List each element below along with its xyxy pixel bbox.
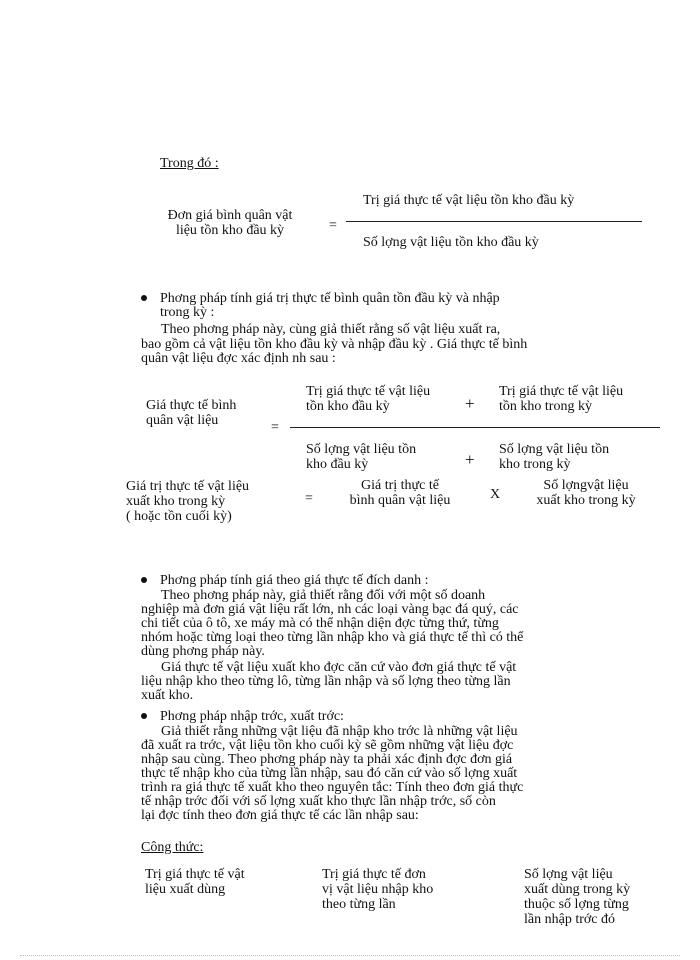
f2-num-b-line1: Trị giá thực tế vật liệu [499, 384, 624, 399]
m4-para-line1: Giả thiết rằng những vật liệu đã nhập kho trớc là những vật liệu [161, 724, 518, 739]
m2-bullet-line2: trong kỳ : [160, 305, 215, 320]
f2-num-a [306, 384, 430, 414]
f4-col1 [145, 867, 245, 897]
m2-bullet-line1: Phơng pháp tính giá trị thực tế bình quân tồn đầu kỳ và nhập [160, 291, 500, 306]
f2-num-a-line1: Trị giá thực tế vật liệu [306, 384, 431, 399]
f4-col1-line2: liệu xuất dùng [145, 882, 226, 897]
f1-lhs [150, 208, 310, 238]
f2-num-b-line2: tồn kho trong kỳ [499, 399, 592, 414]
f2-den-a-line1: Số lợng vật liệu tồn [306, 442, 417, 457]
f3-equals: = [305, 491, 313, 506]
bullet-dot [141, 577, 147, 583]
f4-col3-line3: thuộc số lợng từng [524, 897, 629, 912]
m3-p1-line4: nhóm hoặc từng loại theo từng lần nhập kho và giá thực tế thì có thể [141, 630, 524, 645]
m4-para-line2: đã xuất ra trớc, vật liệu tồn kho cuối kỳ sẽ gồm những vật liệu đợc [141, 738, 514, 753]
f1-denominator: Số lợng vật liệu tồn kho đầu kỳ [363, 235, 539, 250]
bullet-dot [141, 295, 147, 301]
f2-fraction-line [290, 427, 660, 428]
m3-p2-line3: xuất kho. [141, 688, 194, 703]
m3-bullet-line: Phơng pháp tính giá theo giá thực tế đích danh : [160, 573, 429, 588]
f2-num-b [499, 384, 623, 414]
f2-lhs-line1: Giá thực tế bình [146, 398, 237, 413]
f4-col3-line4: lần nhập trớc đó [524, 912, 615, 927]
f1-lhs-line2: liệu tồn kho đầu kỳ [175, 223, 285, 238]
m4-bullet-line: Phơng pháp nhập trớc, xuất trớc: [160, 709, 344, 724]
f3-mid-line1: Giá trị thực tế [361, 478, 439, 493]
f2-lhs-line2: quân vật liệu [146, 413, 219, 428]
f3-lhs-line1: Giá trị thực tế vật liệu [126, 479, 250, 494]
page-bottom-divider [20, 955, 680, 956]
f2-plus-top: + [465, 394, 475, 413]
f1-lhs-line1: Đơn giá bình quân vật [167, 208, 293, 223]
m3-p2-line1: Giá thực tế vật liệu xuất kho đợc căn cứ vào đơn giá thực tế vật [161, 660, 517, 675]
f4-col2-line2: vị vật liệu nhập kho [322, 882, 434, 897]
f4-col2 [322, 867, 433, 912]
f3-mid [330, 478, 470, 508]
f3-rhs-line1: Số lợngvật liệu [543, 478, 629, 493]
f2-den-b-line1: Số lợng vật liệu tồn [499, 442, 610, 457]
m3-p1-line3: chi tiết của ô tô, xe máy mà có thể nhận diện đợc từng thứ, từng [141, 616, 499, 631]
f3-times: X [490, 487, 501, 502]
f2-den-b [499, 442, 609, 472]
f3-lhs-line3: ( hoặc tồn cuối kỳ) [126, 509, 232, 524]
f4-col2-line1: Trị giá thực tế đơn [322, 867, 426, 882]
m2-para-line2: bao gồm cả vật liệu tồn kho đầu kỳ và nhập đầu kỳ . Giá thực tế bình [141, 337, 528, 352]
m2-para-line3: quân vật liệu đợc xác định nh sau : [141, 351, 336, 366]
f4-col3 [524, 867, 630, 927]
m2-para-line1: Theo phơng pháp này, cùng giả thiết rằng số vật liệu xuất ra, [161, 322, 501, 337]
trong-do-heading: Trong đó : [160, 156, 219, 171]
f4-col2-line3: theo từng lần [322, 897, 396, 912]
f2-den-a [306, 442, 416, 472]
f2-plus-bottom: + [465, 450, 475, 469]
m4-para-line3: nhập sau cùng. Theo phơng pháp này ta phải xác định đợc đơn giá [141, 752, 513, 767]
m3-p1-line5: dùng phơng pháp này. [141, 644, 265, 659]
f3-lhs [126, 479, 249, 524]
f3-rhs [520, 478, 652, 508]
f2-num-a-line2: tồn kho đầu kỳ [306, 399, 390, 414]
f3-rhs-line2: xuất kho trong kỳ [536, 493, 636, 508]
f2-den-a-line2: kho đầu kỳ [306, 457, 369, 472]
f3-mid-line2: bình quân vật liệu [349, 493, 451, 508]
f2-lhs [146, 398, 236, 428]
f4-col3-line2: xuất dùng trong kỳ [524, 882, 631, 897]
f4-col1-line1: Trị giá thực tế vật [145, 867, 245, 882]
m3-p2-line2: liệu nhập kho theo từng lô, từng lần nhập và số lợng theo từng lần [141, 674, 511, 689]
f4-col3-line1: Số lợng vật liệu [524, 867, 613, 882]
m4-para-line4: thực tế nhập kho của từng lần nhập, sau đó căn cứ vào số lợng xuất [141, 766, 518, 781]
m4-para-line6: tế nhập trớc đối với số lợng xuất kho thực lần nhập trớc, số còn [141, 794, 496, 809]
m4-para-line5: trình ra giá thực tế xuất kho theo nguyên tắc: Tính theo đơn giá thực [141, 780, 524, 795]
m3-p1-line2: nghiệp mà đơn giá vật liệu rất lớn, nh các loại vàng bạc đá quý, các [141, 602, 519, 617]
m3-p1-line1: Theo phơng pháp này, giả thiết rằng đối với một số doanh [161, 588, 486, 603]
f1-equals: = [329, 218, 337, 233]
f1-numerator: Trị giá thực tế vật liệu tồn kho đầu kỳ [363, 193, 575, 208]
m4-para-line7: lại đợc tính theo đơn giá thực tế các lần nhập sau: [141, 808, 419, 823]
f2-equals: = [271, 420, 279, 435]
cong-thuc-heading: Công thức: [141, 840, 204, 855]
f2-den-b-line2: kho trong kỳ [499, 457, 571, 472]
f3-lhs-line2: xuất kho trong kỳ [126, 494, 226, 509]
bullet-dot [141, 713, 147, 719]
f1-fraction-line [346, 221, 642, 222]
